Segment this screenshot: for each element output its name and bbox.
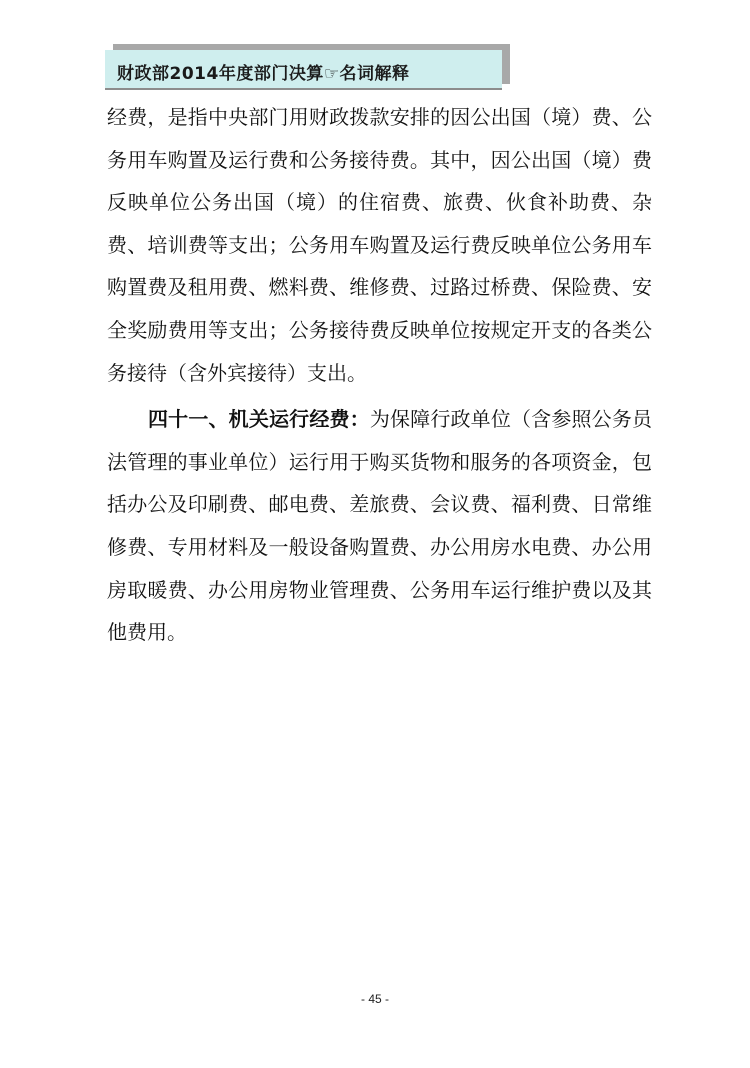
page-number: - 45 - bbox=[360, 992, 389, 1006]
definition-term: 四十一、机关运行经费： bbox=[148, 407, 370, 432]
paragraph-definition bbox=[107, 398, 652, 654]
paragraph-continuation bbox=[107, 96, 652, 394]
running-header bbox=[105, 50, 502, 90]
definition-text: 为保障行政单位（含参照公务员法管理的事业单位）运行用于购买货物和服务的各项资金，包括办公及印刷费、邮电费、差旅费、会议费、福利费、日常维修费、专用材料及一般设备购置费、办公用房水电费、办公用房取暖费、办公用房物业管理费、公务用车运行维护费以及其他费用。 bbox=[107, 407, 653, 645]
paragraph-text: 经费，是指中央部门用财政拨款安排的因公出国（境）费、公务用车购置及运行费和公务接待费。其中，因公出国（境）费反映单位公务出国（境）的住宿费、旅费、伙食补助费、杂费、培训费等支出；公务用车购置及运行费反映单位公务用车购置费及租用费、燃料费、维修费、过路过桥费、保险费、安全奖励费用等支出；公务接待费反映单位按规定开支的各类公务接待（含外宾接待）支出。 bbox=[107, 105, 652, 385]
header-title: 财政部2014年度部门决算☞名词解释 bbox=[117, 64, 410, 84]
document-body bbox=[107, 96, 652, 654]
